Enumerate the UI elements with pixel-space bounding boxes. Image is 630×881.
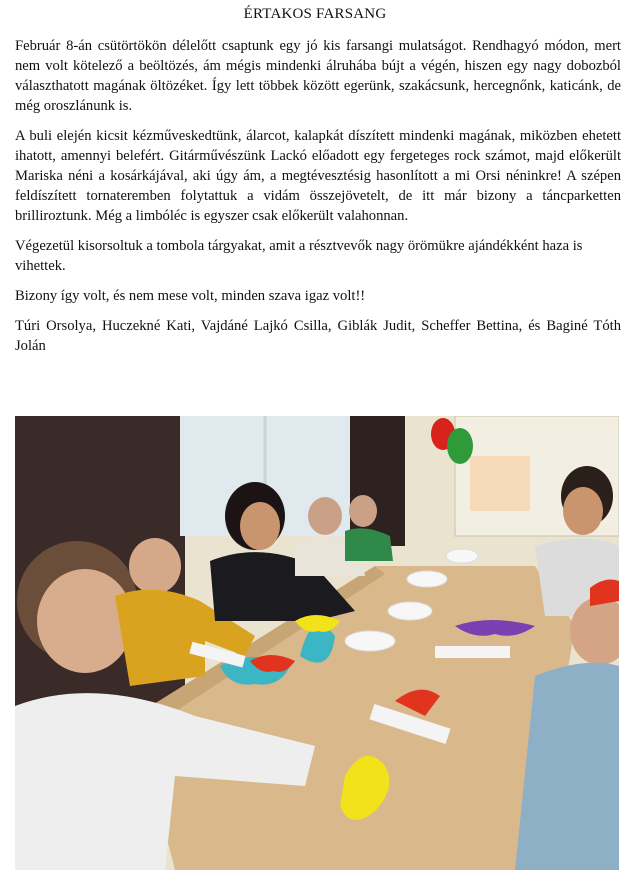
person-plaid-face — [129, 538, 181, 594]
paragraph-intro: Február 8-án csütörtökön délelőtt csaptunk egy jó kis farsangi mulatságot. Rendhagyó módon, mert nem volt kötelező a beöltözés, ám mégis mindenki álruhába bújt a végén, hiszen egy nagy dobozból választhatott magának öltözéket. Így lett többek között egerünk, szakácsunk, hercegnőnk, katicánk, de még oroszlánunk is. — [15, 38, 621, 114]
photo-illustration — [15, 416, 619, 870]
paper-strip-2 — [435, 646, 510, 658]
curtain-right — [350, 416, 405, 546]
person-right-face — [563, 487, 603, 535]
document-title: ÉRTAKOS FARSANG — [243, 6, 387, 22]
paragraph-closing: Bizony így volt, és nem mese volt, minden szava igaz volt!! — [15, 288, 366, 304]
person-woman-face — [240, 502, 280, 550]
balloon-green — [447, 428, 473, 464]
bowl-3 — [407, 571, 447, 587]
article-body — [15, 36, 621, 366]
person-back-kid2-face — [349, 495, 377, 527]
carnival-photo — [15, 416, 619, 870]
person-boy-face — [37, 569, 133, 673]
bowl-2 — [388, 602, 432, 620]
paragraph-raffle: Végezetül kisorsoltuk a tombola tárgyakat, amit a résztvevők nagy örömükre ajándékként haza is vihettek. — [15, 238, 583, 274]
bowl-1 — [345, 631, 395, 651]
bowl-4 — [446, 549, 478, 563]
paragraph-authors: Túri Orsolya, Huczekné Kati, Vajdáné Lajkó Csilla, Giblák Judit, Scheffer Bettina, és Baginé Tóth Jolán — [15, 318, 621, 354]
poster — [470, 456, 530, 511]
paragraph-party: A buli elején kicsit kézműveskedtünk, álarcot, kalapkát díszített mindenki magának, miközben ehetett ihatott, amennyi belefért. Gitárművészünk Lackó előadott egy fergeteges rock számot, majd előkerült Mariska néni a kosárkájával, aki úgy ám, a megtévesztésig hasonlított a mi Orsi néninkre! A szépen feldíszített tornateremben folytattuk a vidám összejövetelt, de itt már bizony a táncparketten brilliroztunk. Még a limbóléc is egyszer csak előkerült valahonnan. — [15, 128, 621, 224]
person-back-kid-face — [308, 497, 342, 535]
